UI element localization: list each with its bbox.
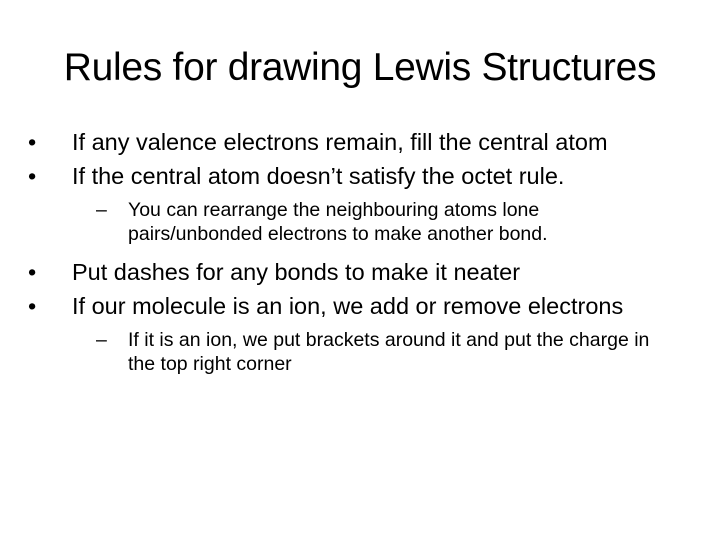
sub-bullet-text: If it is an ion, we put brackets around it and put the charge in the top right corner: [128, 329, 650, 375]
sub-bullet-item: [96, 328, 668, 376]
bullet-text: If any valence electrons remain, fill the central atom: [72, 129, 608, 155]
sub-bullet-marker: –: [96, 199, 107, 221]
bullet-item: [28, 128, 688, 157]
bullet-marker: •: [28, 163, 37, 189]
bullet-marker: •: [28, 259, 37, 285]
sub-bullet-text: You can rearrange the neighbouring atoms lone pairs/unbonded electrons to make another bond.: [128, 199, 548, 245]
bullet-marker: •: [28, 129, 37, 155]
slide-body: [28, 128, 688, 388]
bullet-marker: •: [28, 293, 37, 319]
bullet-text: If the central atom doesn’t satisfy the octet rule.: [72, 163, 565, 189]
bullet-text: If our molecule is an ion, we add or remove electrons: [72, 293, 624, 319]
bullet-text: Put dashes for any bonds to make it neater: [72, 259, 521, 285]
bullet-item: [28, 258, 688, 287]
bullet-item: [28, 162, 688, 191]
sub-bullet-item: [96, 198, 668, 246]
slide-title: Rules for drawing Lewis Structures: [63, 46, 657, 89]
sub-bullet-marker: –: [96, 329, 107, 351]
bullet-item: [28, 292, 688, 321]
